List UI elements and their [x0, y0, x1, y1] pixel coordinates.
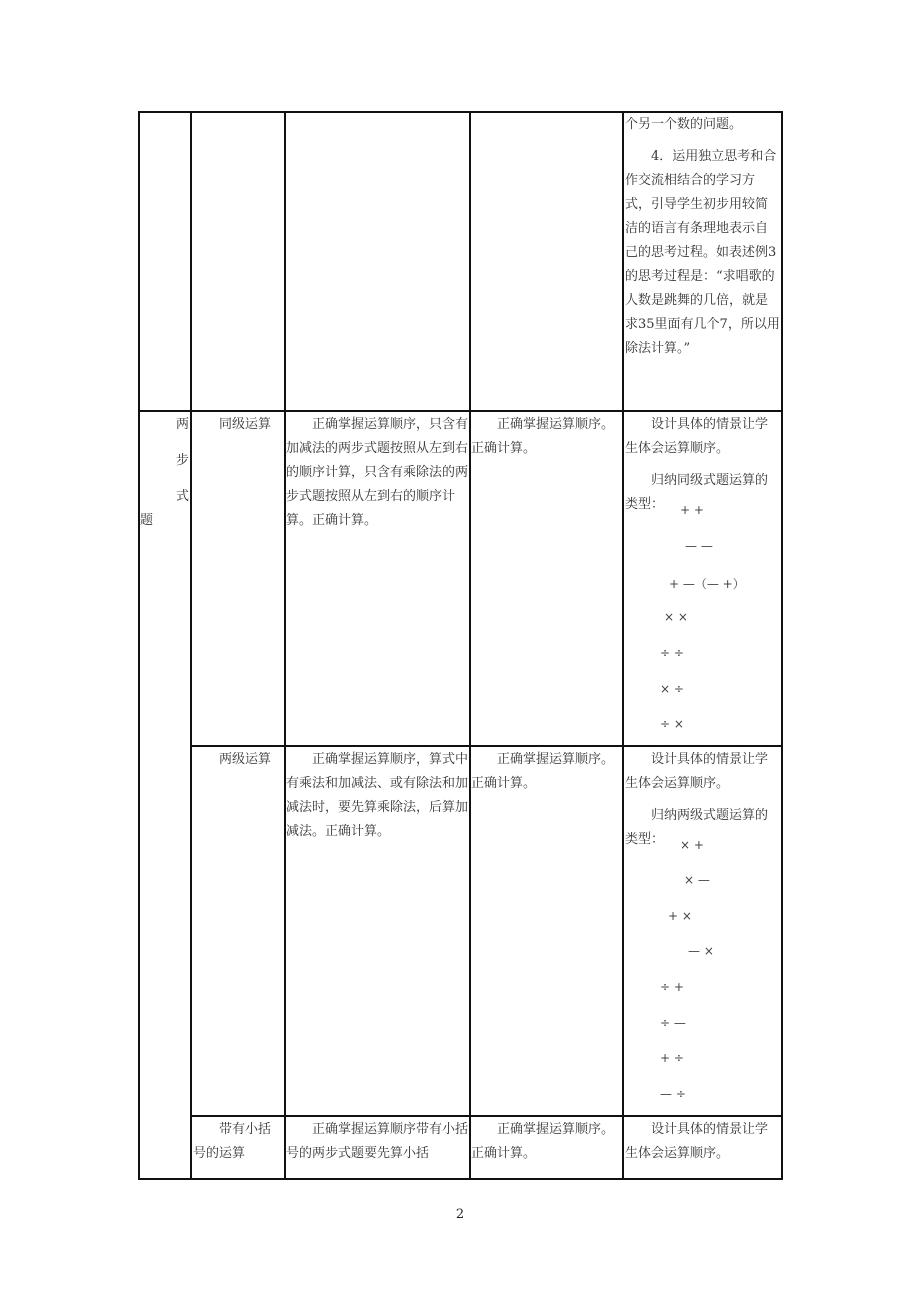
op-type: — — [685, 539, 713, 553]
op-type: — × [688, 944, 714, 958]
hint-liangji: 设计具体的情景让学生体会运算顺序。 归纳两级式题运算的类型： [625, 752, 769, 847]
req-tongji: 正确掌握运算顺序。正确计算。 [471, 417, 615, 456]
table-border-right [781, 111, 783, 1180]
op-type: + × [668, 909, 692, 923]
op-type: — ÷ [660, 1087, 686, 1101]
goal-kuohao: 正确掌握运算顺序带有小括号的两步式题要先算小括 [286, 1122, 468, 1161]
column-divider [469, 111, 471, 1180]
row-name-kuohao: 带有小括号的运算 [193, 1122, 272, 1161]
column-divider [622, 111, 624, 1180]
hint-paragraph: 4．运用独立思考和合作交流相结合的学习方式，引导学生初步用较简洁的语言有条理地表示自己的思考过程。如表述例3的思考过程是：“求唱歌的人数是跳舞的几倍，就是求35里面有几个7，所以用除法计算。” [625, 149, 780, 356]
section-char-2: 步 [176, 453, 190, 468]
page-number: 2 [455, 1207, 465, 1222]
row-divider [190, 745, 783, 747]
hint-kuohao: 设计具体的情景让学生体会运算顺序。 [625, 1122, 769, 1161]
row-divider [138, 410, 783, 412]
req-liangji: 正确掌握运算顺序。正确计算。 [471, 752, 615, 791]
curriculum-table [138, 111, 783, 1180]
column-divider [190, 111, 192, 1180]
op-type: ÷ ÷ [660, 646, 684, 660]
op-type: + —（— +） [669, 577, 745, 591]
goal-tongji: 正确掌握运算顺序，只含有加减法的两步式题按照从左到右的顺序计算，只含有乘除法的两步式题按照从左到右的顺序计算。正确计算。 [286, 417, 468, 528]
op-type: + ÷ [660, 1051, 684, 1065]
hint-tongji: 设计具体的情景让学生体会运算顺序。 归纳同级式题运算的类型： [625, 417, 769, 512]
column-divider [284, 111, 286, 1180]
row-divider [190, 1115, 783, 1117]
row-name-tongji: 同级运算 [219, 417, 272, 432]
goal-liangji: 正确掌握运算顺序，算式中有乘法和加减法、或有除法和加减法时，要先算乘除法，后算加减法。正确计算。 [286, 752, 468, 839]
op-type: + + [680, 503, 704, 517]
continued-text: 个另一个数的问题。 [625, 117, 743, 132]
req-kuohao: 正确掌握运算顺序。正确计算。 [471, 1122, 615, 1161]
table-border-left [138, 111, 140, 1180]
op-type: × — [684, 873, 710, 887]
op-type: ÷ — [660, 1016, 686, 1030]
op-type: ÷ × [660, 717, 684, 731]
op-type: ÷ + [660, 980, 684, 994]
op-type: × + [680, 838, 704, 852]
section-char-3: 式 [176, 489, 190, 504]
section-char-4: 题 [140, 513, 154, 528]
table-border-bottom [138, 1178, 783, 1180]
row-name-liangji: 两级运算 [219, 752, 272, 767]
op-type: × × [664, 610, 688, 624]
section-char-1: 两 [176, 417, 190, 432]
top-row-hint-cell [625, 113, 780, 409]
op-type: × ÷ [660, 682, 684, 696]
